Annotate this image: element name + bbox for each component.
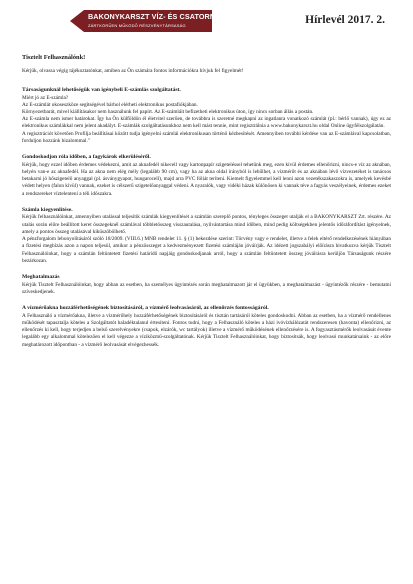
logo-arrow-icon [70, 10, 84, 32]
section-line: Az E-számla nem ismer határokat. Így ha Ön külföldön él életvitel szerűen, de továbbra is szeretné megkapni az ingatlanra vonatkozó számlát (pl.: bérlő vannak), úgy ez az elektronikus számlákkal nem jelent akadályt. E-számlák szolgáltatásunkhoz nem kell mást tennie, mint regisztrálnia a www.bakonykarszt.hu oldal Online ügyfélszolgálatán. [22, 116, 391, 130]
section-line: A Felhasználó a vízmérőakna, illetve a vízmérőhely hozzáférhetőségének biztosításáról és tisztán tartásáról köteles gondoskodni. Abban az esetben, ha a vízmérő rendellenes működését tapasztalja köteles a Szolgáltatót haladéktalanul értesíteni. Fontos tudni, hogy a Felhasználó köteles a házi ivóvízhálózatát rendszeresen (havonta) ellenőrizni, az ellenőrzés ki kell, hogy terjedjen a belső szerelvényekre (csapok, elzárók, wc tartályok) illetve a vízmérő működésének ellenőrzésére is. A fogyasztásmérők leolvasását évente legalább egy alkalommal kötelezően el kell végezze a víziközmű-szolgáltatónak. Kérjük Tisztelt Felhasználóinkat, hogy biztosítsák, hogy leolvasó munkatársaink - az előre meghatározott időpontban - a vízmérő leolvasását elvégezhessék. [22, 312, 391, 348]
section-line: Az E-számlát okoseszköze segítségével bárhol elérheti elektronikus postafiókjában. [22, 101, 198, 108]
section-title-fagykarok: Gondoskodjon róla időben, a fagykárok elkerüléséről. [22, 154, 151, 161]
section-line: Kérjük Tisztelt Felhasználóinkat, hogy abban az esetben, ha személyes ügyintézés során meghatalmazott jár el ügyükben, a meghatalmazást - ügyintézők részére - bemutatni szíveskedjenek. [22, 281, 391, 295]
section-line: A pénzforgalom lebonyolításáról szóló 18/2009. (VIII.6.) MNB rendelet 11. § (1) bekezdése szerint: Törvény vagy e rendelet, illetve a felek eltérő rendelkezésének hiányában a fizetési megbízás azon a napon teljesül, amikor a pénzösszeget a kedvezményezett fizetési számláján jóváírják. Az idézett jogszabályi előírásra hivatkozva kérjük Tisztelt Felhasználóinkat, hogy a számlán feltüntetett fizetési határidő napjáig gondoskodjanak arról, hogy a számlán feltüntetett összeg jóváírásra kerüljön Társaságunk részére bezárkozan. [22, 236, 391, 264]
section-title-vizmeroakna: A vízmérőakna hozzáférhetőségének biztosításáról, a vízmérő leolvasásáról, az ellenőrzés fontosságáról. [22, 305, 269, 312]
section-title-e-szamla: Társaságunknál lehetőségük van igénybeli E-számlás szolgáltatást. [22, 87, 181, 93]
header [22, 10, 391, 44]
section-line: Kérjük felhasználóinkat, amennyiben utalással teljesítik számlák kiegyenlítését a számlán szereplő pontos, tényleges összeget utalják el a BAKONYKARSZT Zrt. részére. Az utalás során előre beállított keret összegeknél számlával többletösszeg visszautalása, nyilvántartása mind időben, mind pedig költségekben jelentős időráfordítást igényelnek, amely a pontos összeg utalásával kiküszöbölhető. [22, 214, 391, 235]
company-logo [84, 10, 232, 32]
logo-text-line2: ZÁRTKÖRŰEN MŰKÖDŐ RÉSZVÉNYTÁRSASÁG [88, 23, 186, 28]
section-line: Környezetbarát, mivel kiállításakor nem használunk fel papírt. Az E-számláit befizetheti elektronikus úton, így nincs sorban állás a postán. [22, 109, 314, 116]
logo-text-line1: BAKONYKARSZT VÍZ- ÉS CSATORNAMŰ [88, 12, 232, 21]
section-line: Miért jó az E-számla? [22, 94, 69, 101]
section-line: Kérjük, hogy ezzel időben érdemes védekezni, amit az aknafedél nikecell vagy kartonpapír szigeteléssel tehetünk meg, ezen kívül érdemes ellenőrizni, nincs-e víz az aknában, helyén van-e az aknafedél. Ha az akna nem elég mély (legalább 90 cm), vagy ha az akna oldal irányból is lehűlhet, a vízmérőt és az aknában lévő vízvezetéket is tanácsos betakarni jó hőszigetelő anyaggal (pl. ásványgyapot, hungarocell), majd arra PVC fóliát teríteni. Kiemelt figyelemmel kell lenni azon vezetékszakaszokra is, amelyek kevésbé védett helyen (falon kívül) vannak, ezeket is célszerű szigetelőanyaggal védeni. A nyaralók, vagy vidéki házak különösen ki vannak téve a fagyás veszélyeinek, érdemes ezeket a rendszereket víztelenteni a téli időszakra. [22, 161, 391, 197]
section-title-meghatalmazas: Meghatalmazás [22, 274, 60, 281]
section-title-szamla-kiegyenlitese: Számla kiegyenlítése. [22, 206, 73, 213]
salutation: Tisztelt Felhasználónk! [22, 54, 86, 61]
intro-text: Kérjük, olvassa végig tájékoztatónkat, amiben az Ön számára fontos információkra hívjuk fel figyelmét! [22, 68, 244, 74]
section-line: A regisztrációt követően Profilja beállításai között tudja igényelni számlái elektronikusan történő kézbesítését. Amennyiben további kérdése van az E-számlával kapcsolatban, forduljon hozzánk bizalommal." [22, 130, 391, 144]
newsletter-issue-title: Hírlevél 2017. 2. [305, 14, 385, 26]
